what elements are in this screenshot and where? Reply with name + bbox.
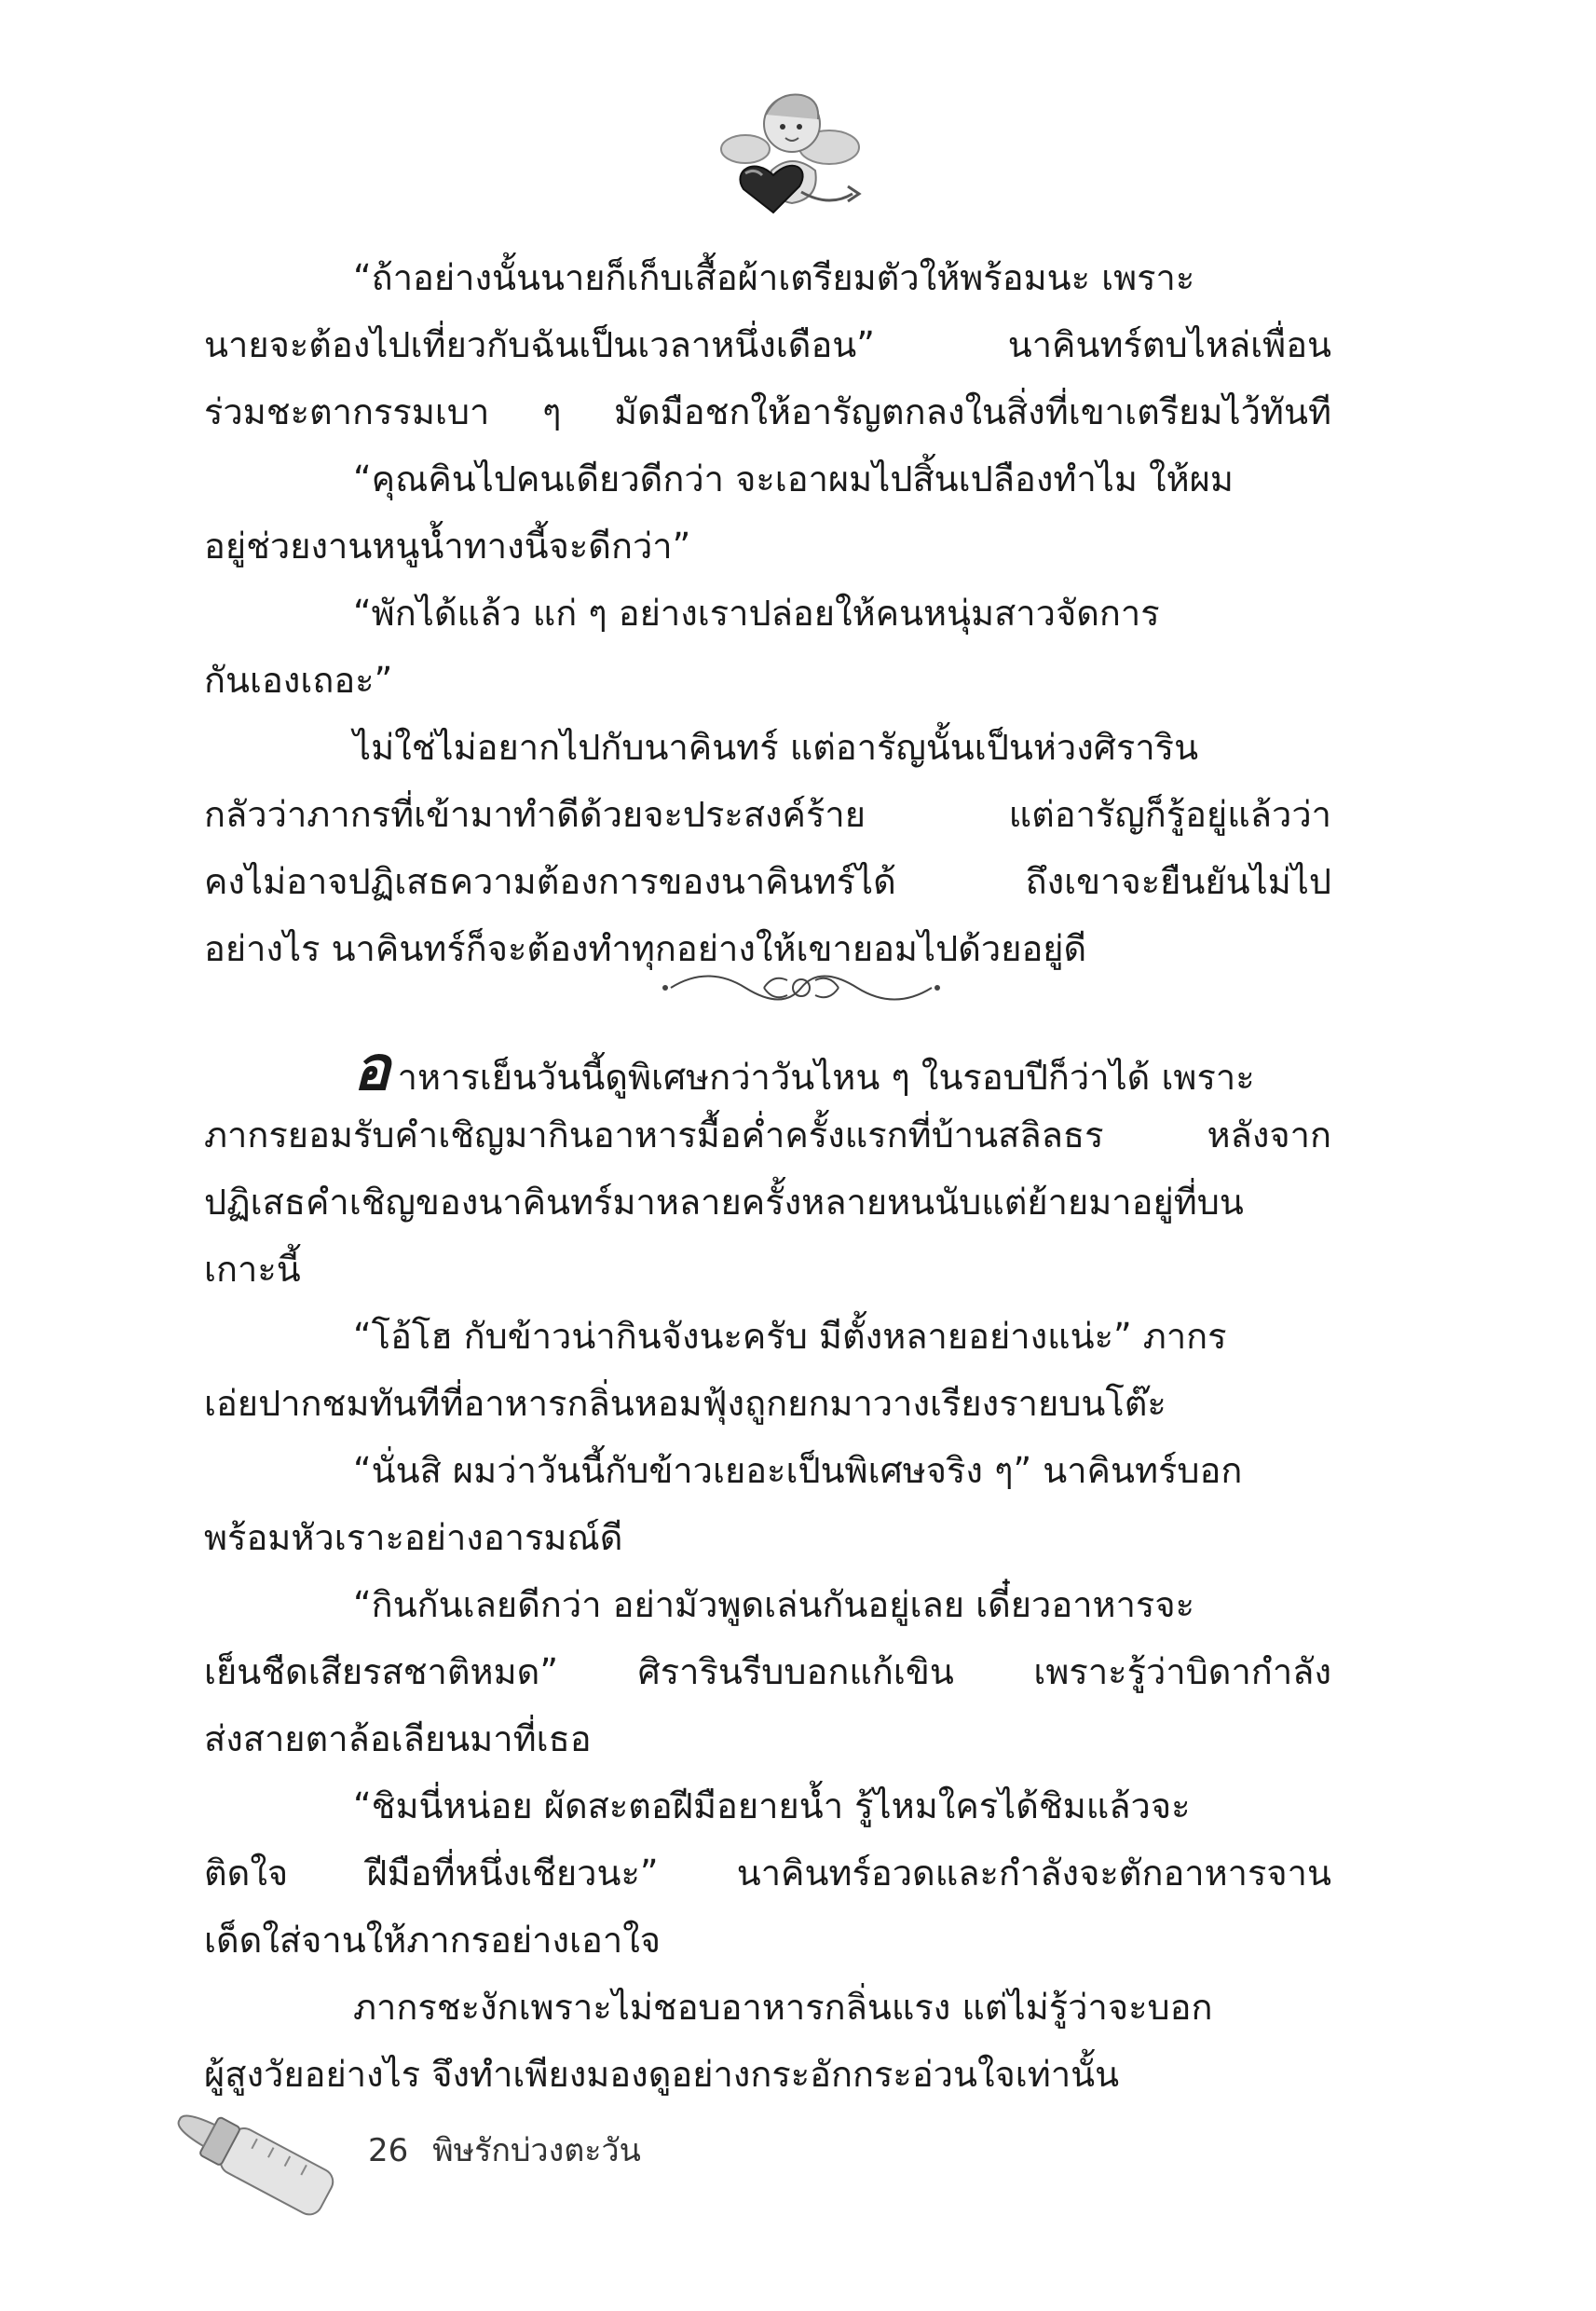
floral-ornament-divider [652,960,950,1016]
text-line: ร่วมชะตากรรมเบา ๆ มัดมือชกให้อารัญตกลงในสิ่งที่เขาเตรียมไว้ทันที [204,391,1331,432]
drop-cap-line [204,1032,1331,1104]
text-line: กันเองเถอะ” [204,660,393,701]
text-line: เย็นชืดเสียรสชาติหมด” ศิรารินรีบบอกแก้เขิน เพราะรู้ว่าบิดากำลัง [204,1651,1331,1692]
book-title: พิษรักบ่วงตะวัน [432,2132,641,2169]
text-line: เด็ดใส่จานให้ภากรอย่างเอาใจ [204,1920,662,1961]
text-line: กลัวว่าภากรที่เข้ามาทำดีด้วยจะประสงค์ร้าย แต่อารัญก็รู้อยู่แล้วว่า [204,794,1331,835]
text-line: “ถ้าอย่างนั้นนายก็เก็บเสื้อผ้าเตรียมตัวให้พร้อมนะ เพราะ [353,257,1195,298]
text-line: ผู้สูงวัยอย่างไร จึงทำเพียงมองดูอย่างกระอักกระอ่วนใจเท่านั้น [204,2054,1120,2095]
text-line: ติดใจ ฝีมือที่หนึ่งเชียวนะ” นาคินทร์อวดและกำลังจะตักอาหารจาน [204,1853,1331,1894]
text-line: “กินกันเลยดีกว่า อย่ามัวพูดเล่นกันอยู่เลย เดี๋ยวอาหารจะ [353,1584,1195,1625]
text-line: เอ่ยปากชมทันทีที่อาหารกลิ่นหอมฟุ้งถูกยกมาวางเรียงรายบนโต๊ะ [204,1383,1166,1424]
text-line: พร้อมหัวเราะอย่างอารมณ์ดี [204,1517,623,1558]
section-2-text [204,1034,1331,2108]
text-line: ภากรยอมรับคำเชิญมากินอาหารมื้อค่ำครั้งแรกที่บ้านสลิลธร หลังจาก [204,1114,1331,1156]
text-line: ภากรชะงักเพราะไม่ชอบอาหารกลิ่นแรง แต่ไม่รู้ว่าจะบอก [353,1987,1213,2028]
text-line: “คุณคินไปคนเดียวดีกว่า จะเอาผมไปสิ้นเปลืองทำไม ให้ผม [353,458,1234,499]
text-line: เกาะนี้ [204,1249,301,1290]
text-line: ปฏิเสธคำเชิญของนาคินทร์มาหลายครั้งหลายหนนับแต่ย้ายมาอยู่ที่บน [204,1182,1244,1223]
text-line: ส่งสายตาล้อเลียนมาที่เธอ [204,1718,592,1759]
section-1-text [204,244,1331,982]
cupid-with-heart-icon [689,82,876,222]
text-line: “โอ้โฮ กับข้าวน่ากินจังนะครับ มีตั้งหลายอย่างแน่ะ” ภากร [353,1316,1227,1357]
text-line-rest: าหารเย็นวันนี้ดูพิเศษกว่าวันไหน ๆ ในรอบปีก็ว่าได้ เพราะ [397,1057,1255,1098]
text-line: อยู่ช่วยงานหนูน้ำทางนี้จะดีกว่า” [204,526,691,567]
text-line: นายจะต้องไปเที่ยวกับฉันเป็นเวลาหนึ่งเดือน” นาคินทร์ตบไหล่เพื่อน [204,324,1331,365]
baby-bottle-icon [158,2101,345,2218]
text-line: “ชิมนี่หน่อย ผัดสะตอฝีมือยายน้ำ รู้ไหมใครได้ชิมแล้วจะ [353,1785,1191,1826]
text-line: “พักได้แล้ว แก่ ๆ อย่างเราปล่อยให้คนหนุ่มสาวจัดการ [353,593,1160,634]
page-footer [368,2127,641,2174]
text-line: คงไม่อาจปฏิเสธความต้องการของนาคินทร์ได้ ถึงเขาจะยืนยันไม่ไป [204,861,1331,902]
text-line: อย่างไร นาคินทร์ก็จะต้องทำทุกอย่างให้เขายอมไปด้วยอยู่ดี [204,928,1087,969]
page-number: 26 [368,2132,409,2169]
text-line: ไม่ใช่ไม่อยากไปกับนาคินทร์ แต่อารัญนั้นเป็นห่วงศิราริน [353,727,1199,768]
drop-cap: อ [353,1032,390,1104]
text-line: “นั่นสิ ผมว่าวันนี้กับข้าวเยอะเป็นพิเศษจริง ๆ” นาคินทร์บอก [353,1450,1243,1491]
